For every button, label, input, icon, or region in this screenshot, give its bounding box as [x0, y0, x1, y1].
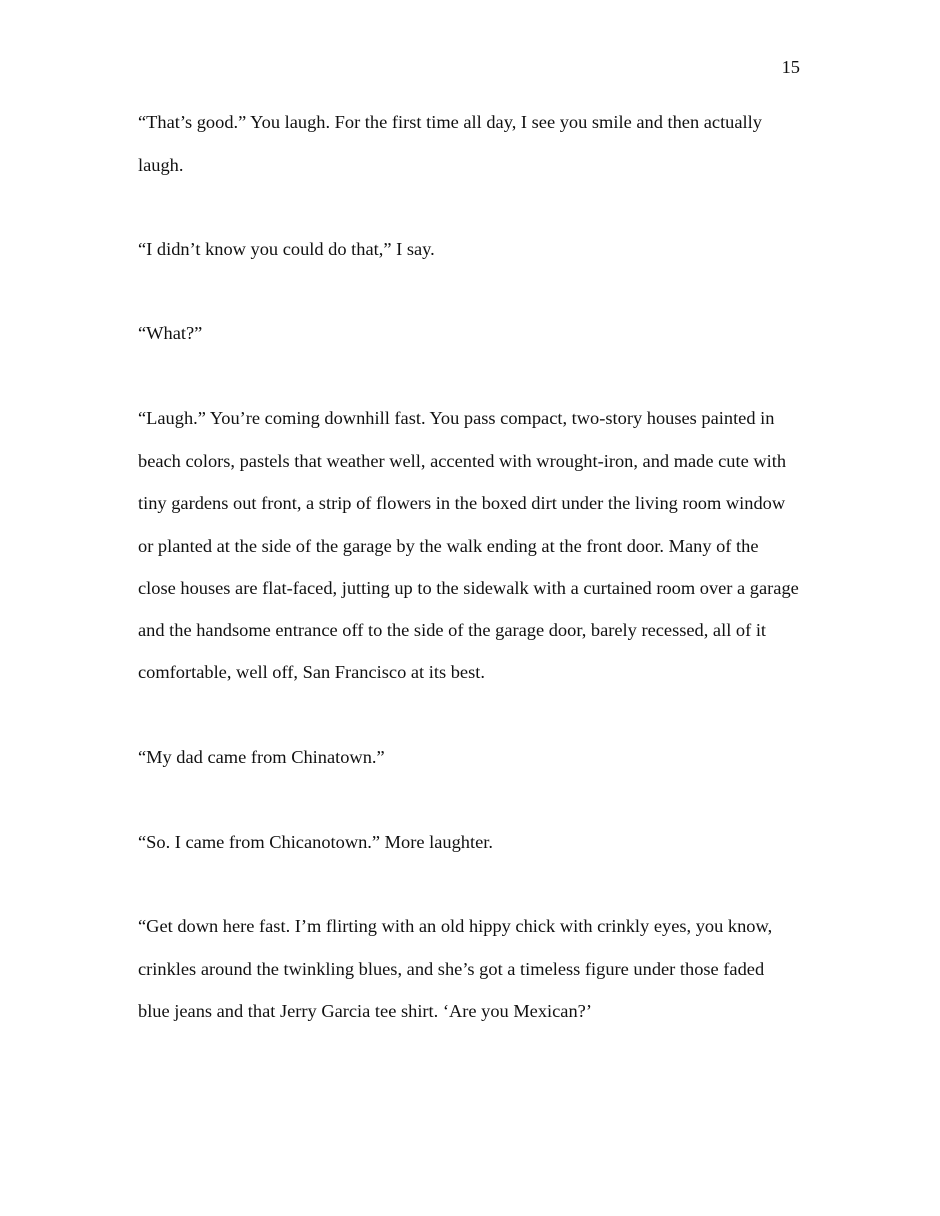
paragraph-7-line-1: “Get down here fast. I’m flirting with an old hippy chick with crinkly eyes, you know,	[138, 916, 773, 936]
paragraph-2-line-1: “I didn’t know you could do that,” I say.	[138, 239, 435, 259]
paragraph-4-line-1: “Laugh.” You’re coming downhill fast. You pass compact, two-story houses painted in	[138, 408, 775, 428]
paragraph-4-line-7: comfortable, well off, San Francisco at its best.	[138, 662, 485, 682]
paragraph-3-line-1: “What?”	[138, 323, 203, 343]
paragraph-1-line-2: laugh.	[138, 155, 184, 175]
page-number: 15	[781, 57, 800, 77]
paragraph-1-line-1: “That’s good.” You laugh. For the first time all day, I see you smile and then actually	[138, 112, 762, 132]
paragraph-7-line-2: crinkles around the twinkling blues, and she’s got a timeless figure under those faded	[138, 959, 765, 979]
paragraph-4-line-4: or planted at the side of the garage by the walk ending at the front door. Many of the	[138, 536, 759, 556]
paragraph-5-line-1: “My dad came from Chinatown.”	[138, 747, 385, 767]
paragraph-4-line-6: and the handsome entrance off to the side of the garage door, barely recessed, all of it	[138, 620, 767, 640]
paragraph-4-line-3: tiny gardens out front, a strip of flowers in the boxed dirt under the living room window	[138, 493, 786, 513]
paragraph-7-line-3: blue jeans and that Jerry Garcia tee shirt. ‘Are you Mexican?’	[138, 1001, 592, 1021]
paragraph-6-line-1: “So. I came from Chicanotown.” More laughter.	[138, 832, 493, 852]
paragraph-4-line-5: close houses are flat-faced, jutting up to the sidewalk with a curtained room over a garage	[138, 578, 799, 598]
paragraph-4-line-2: beach colors, pastels that weather well, accented with wrought-iron, and made cute with	[138, 451, 787, 471]
